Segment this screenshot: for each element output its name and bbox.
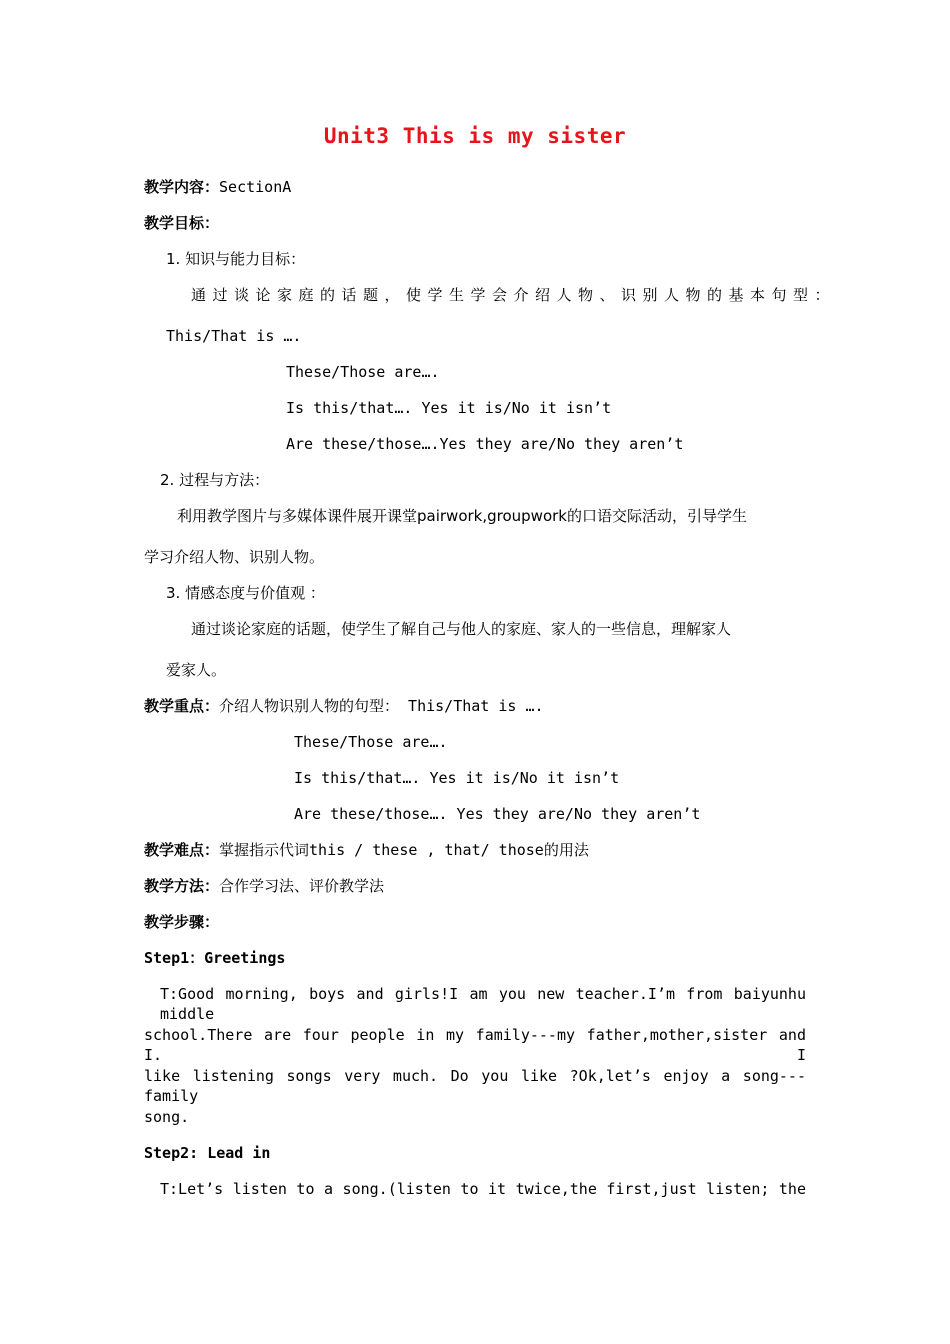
- key-points-value: 介绍人物识别人物的句型： This/That is ….: [219, 697, 544, 715]
- content-value: SectionA: [219, 178, 292, 196]
- step1-paragraph-line-2: school.There are four people in my family---my father,mother,sister and I. I: [144, 1026, 806, 1064]
- goals-label: 教学目标：: [144, 214, 220, 232]
- goal3-description-line-1: 通过谈论家庭的话题，使学生了解自己与他人的家庭、家人的一些信息，理解家人: [191, 620, 732, 638]
- goal2-heading: 2. 过程与方法：: [160, 471, 270, 489]
- goal1-sentence-3: Is this/that…. Yes it is/No it isn’t: [286, 399, 612, 417]
- step2-heading: Step2: Lead in: [144, 1144, 271, 1162]
- key-sentence-4: Are these/those…. Yes they are/No they aren’t: [294, 805, 701, 823]
- goal2-description-line-2: 学习介绍人物、识别人物。: [144, 548, 325, 566]
- key-sentence-3: Is this/that…. Yes it is/No it isn’t: [294, 769, 620, 787]
- goal3-description-line-2: 爱家人。: [166, 661, 227, 679]
- step1-paragraph-line-1: T:Good morning, boys and girls!I am you new teacher.I’m from baiyunhu middle: [160, 985, 806, 1023]
- goal3-heading: 3. 情感态度与价值观 ：: [166, 584, 325, 602]
- document-title: Unit3 This is my sister: [323, 124, 627, 148]
- key-sentence-2: These/Those are….: [294, 733, 448, 751]
- goal1-description: 通过谈论家庭的话题，使学生学会介绍人物、识别人物的基本句型：: [191, 286, 837, 304]
- difficulty-label: 教学难点：: [144, 841, 220, 859]
- method-row: [144, 876, 384, 896]
- step1-heading: Step1：Greetings: [144, 949, 286, 967]
- goal1-sentence-4: Are these/those….Yes they are/No they aren’t: [286, 435, 684, 453]
- goal1-sentence-1: This/That is ….: [166, 327, 302, 345]
- goal2-description-line-1: 利用教学图片与多媒体课件展开课堂pairwork,groupwork的口语交际活动，引导学生: [177, 507, 747, 525]
- step2-paragraph-line-1: T:Let’s listen to a song.(listen to it twice,the first,just listen; the: [160, 1180, 806, 1198]
- steps-label: 教学步骤：: [144, 913, 220, 931]
- goal1-heading: 1. 知识与能力目标：: [166, 250, 306, 268]
- method-value: 合作学习法、评价教学法: [219, 877, 385, 895]
- step1-paragraph-line-3: like listening songs very much. Do you like ?Ok,let’s enjoy a song---family: [144, 1067, 806, 1105]
- step1-paragraph-line-4: song.: [144, 1108, 190, 1126]
- content-row: [144, 177, 291, 197]
- key-points-label: 教学重点：: [144, 697, 220, 715]
- method-label: 教学方法：: [144, 877, 220, 895]
- goal1-sentence-2: These/Those are….: [286, 363, 440, 381]
- difficulty-value: 掌握指示代词this / these , that/ those的用法: [219, 841, 589, 859]
- content-label: 教学内容：: [144, 178, 220, 196]
- key-points-row: [144, 696, 544, 716]
- difficulty-row: [144, 840, 589, 860]
